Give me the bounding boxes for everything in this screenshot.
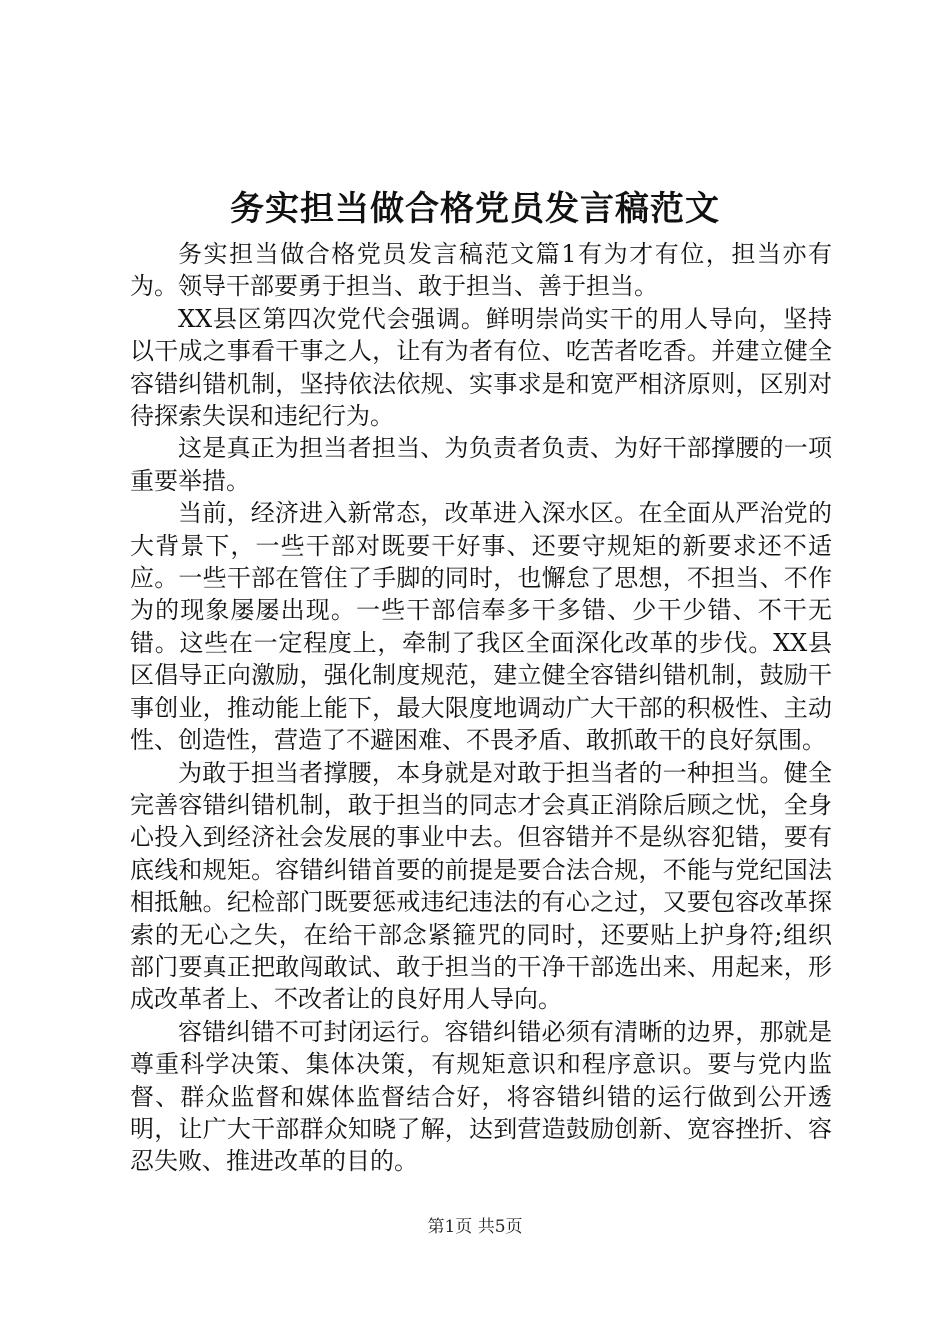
page-number-footer: 第1页 共5页	[427, 1217, 523, 1237]
paragraph: XX县区第四次党代会强调。鲜明崇尚实干的用人导向，坚持以干成之事看干事之人，让有为者有位、吃苦者吃香。并建立健全容错纠错机制，坚持依法依规、实事求是和宽严相济原则，区别对待探索失误和违纪行为。	[130, 304, 832, 431]
document-body	[130, 238, 832, 1178]
paragraph: 容错纠错不可封闭运行。容错纠错必须有清晰的边界，那就是尊重科学决策、集体决策，有规矩意识和程序意识。要与党内监督、群众监督和媒体监督结合好，将容错纠错的运行做到公开透明，让广大干部群众知晓了解，达到营造鼓励创新、宽容挫折、容忍失败、推进改革的目的。	[130, 1017, 832, 1176]
paragraph: 为敢于担当者撑腰，本身就是对敢于担当者的一种担当。健全完善容错纠错机制，敢于担当的同志才会真正消除后顾之忧，全身心投入到经济社会发展的事业中去。但容错并不是纵容犯错，要有底线和规矩。容错纠错首要的前提是要合法合规，不能与党纪国法相抵触。纪检部门既要惩戒违纪违法的有心之过，又要包容改革探索的无心之失，在给干部念紧箍咒的同时，还要贴上护身符;组织部门要真正把敢闯敢试、敢于担当的干净干部选出来、用起来，形成改革者上、不改者让的良好用人导向。	[130, 758, 832, 1014]
paragraph: 当前，经济进入新常态，改革进入深水区。在全面从严治党的大背景下，一些干部对既要干好事、还要守规矩的新要求还不适应。一些干部在管住了手脚的同时，也懈怠了思想，不担当、不作为的现象屡屡出现。一些干部信奉多干多错、少干少错、不干无错。这些在一定程度上，牵制了我区全面深化改革的步伐。XX县区倡导正向激励，强化制度规范，建立健全容错纠错机制，鼓励干事创业，推动能上能下，最大限度地调动广大干部的积极性、主动性、创造性，营造了不避困难、不畏矛盾、敢抓敢干的良好氛围。	[130, 499, 832, 755]
paragraph: 这是真正为担当者担当、为负责者负责、为好干部撑腰的一项重要举措。	[130, 434, 832, 495]
paragraph: 务实担当做合格党员发言稿范文篇1有为才有位，担当亦有为。领导干部要勇于担当、敢于担当、善于担当。	[130, 240, 832, 301]
document-title: 务实担当做合格党员发言稿范文	[230, 189, 720, 229]
